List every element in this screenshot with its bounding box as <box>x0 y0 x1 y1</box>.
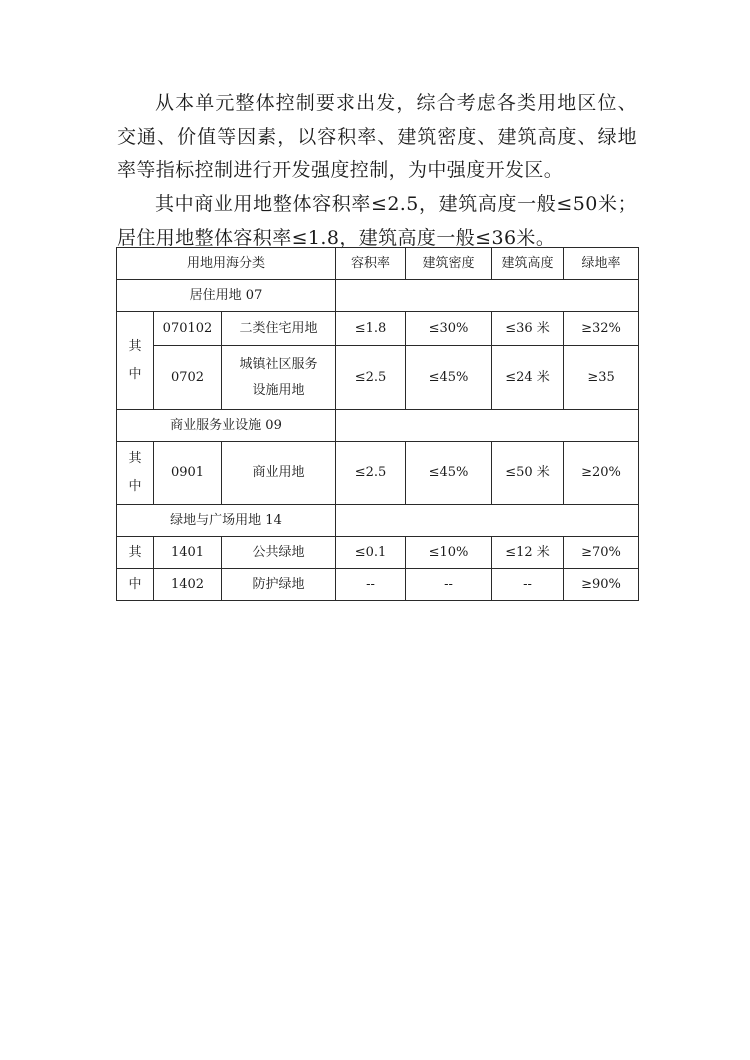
row-density: ≤10% <box>406 537 492 569</box>
row-far: ≤1.8 <box>336 312 406 346</box>
header-height: 建筑高度 <box>492 248 564 280</box>
row-green: ≥70% <box>564 537 639 569</box>
header-green: 绿地率 <box>564 248 639 280</box>
row-height: ≤36 米 <box>492 312 564 346</box>
group-row-residential <box>117 280 639 312</box>
group-empty-cell <box>336 410 639 442</box>
table-header-row <box>117 248 639 280</box>
paragraph-far-height-limits: 其中商业用地整体容积率≤2.5，建筑高度一般≤50米；居住用地整体容积率≤1.8，建筑高度一般≤36米。 <box>117 193 637 249</box>
qizhong-top-cell: 其 <box>117 537 154 569</box>
table-row <box>117 312 639 346</box>
qizhong-top: 其 <box>128 338 142 354</box>
row-density: ≤45% <box>406 346 492 410</box>
row-name: 防护绿地 <box>222 569 336 601</box>
land-use-control-table <box>116 247 639 601</box>
row-density: -- <box>406 569 492 601</box>
row-name-line2: 设施用地 <box>252 382 305 398</box>
row-code: 0901 <box>154 442 222 505</box>
row-density: ≤30% <box>406 312 492 346</box>
row-green: ≥90% <box>564 569 639 601</box>
row-height: -- <box>492 569 564 601</box>
group-empty-cell <box>336 280 639 312</box>
row-green: ≥20% <box>564 442 639 505</box>
group-title: 商业服务业设施 09 <box>117 410 336 442</box>
row-code: 070102 <box>154 312 222 346</box>
row-height: ≤12 米 <box>492 537 564 569</box>
row-code: 0702 <box>154 346 222 410</box>
qizhong-cell <box>117 442 154 505</box>
row-green: ≥35 <box>564 346 639 410</box>
row-name: 公共绿地 <box>222 537 336 569</box>
paragraph-intensity-control: 从本单元整体控制要求出发，综合考虑各类用地区位、交通、价值等因素，以容积率、建筑密度、建筑高度、绿地率等指标控制进行开发强度控制，为中强度开发区。 <box>117 92 637 181</box>
row-far: ≤2.5 <box>336 442 406 505</box>
row-name: 商业用地 <box>222 442 336 505</box>
header-category: 用地用海分类 <box>117 248 336 280</box>
qizhong-bottom: 中 <box>128 366 142 382</box>
row-height: ≤50 米 <box>492 442 564 505</box>
row-name: 二类住宅用地 <box>222 312 336 346</box>
table-row <box>117 442 639 505</box>
row-density: ≤45% <box>406 442 492 505</box>
row-far: ≤0.1 <box>336 537 406 569</box>
row-far: -- <box>336 569 406 601</box>
header-density: 建筑密度 <box>406 248 492 280</box>
group-empty-cell <box>336 505 639 537</box>
row-green: ≥32% <box>564 312 639 346</box>
table-row <box>117 346 639 410</box>
row-name-line1: 城镇社区服务 <box>239 356 318 372</box>
row-height: ≤24 米 <box>492 346 564 410</box>
row-far: ≤2.5 <box>336 346 406 410</box>
qizhong-top: 其 <box>128 451 142 466</box>
row-name <box>222 346 336 410</box>
qizhong-cell <box>117 312 154 410</box>
table-row <box>117 569 639 601</box>
qizhong-bottom: 中 <box>128 479 142 494</box>
group-title: 绿地与广场用地 14 <box>117 505 336 537</box>
table-row <box>117 537 639 569</box>
row-code: 1402 <box>154 569 222 601</box>
group-title: 居住用地 07 <box>117 280 336 312</box>
qizhong-bottom-cell: 中 <box>117 569 154 601</box>
group-row-green-space <box>117 505 639 537</box>
group-row-commercial <box>117 410 639 442</box>
row-code: 1401 <box>154 537 222 569</box>
header-far: 容积率 <box>336 248 406 280</box>
